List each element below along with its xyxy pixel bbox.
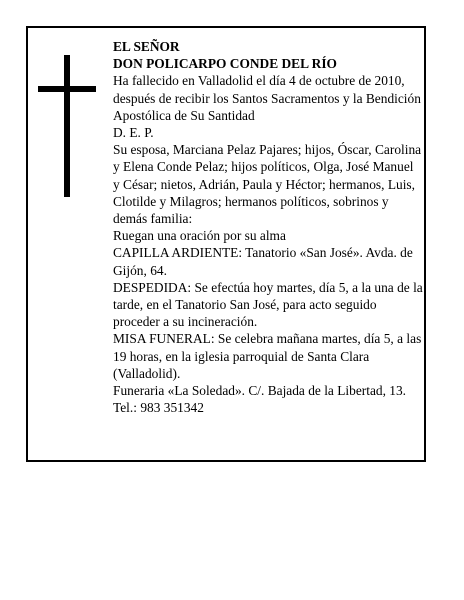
cross-horizontal-bar xyxy=(38,86,96,92)
cross-vertical-bar xyxy=(64,55,70,197)
family-list: Su esposa, Marciana Pelaz Pajares; hijos, Óscar, Carolina y Elena Conde Pelaz; hijos políticos, Olga, José Manuel y César; nietos, Adrián, Paula y Héctor; hermanos, Luis, Clotilde y Milagros; hermanos políticos, sobrinos y demás familia: xyxy=(113,142,422,227)
funeral-home-info: Funeraria «La Soledad». C/. Bajada de la Libertad, 13. Tel.: 983 351342 xyxy=(113,383,407,416)
farewell-info: DESPEDIDA: Se efectúa hoy martes, día 5, a la una de la tarde, en el Tanatorio San José, para acto seguido proceder a su incineración. xyxy=(113,279,423,330)
chapel-info: CAPILLA ARDIENTE: Tanatorio «San José». Avda. de Gijón, 64. xyxy=(113,245,413,278)
death-announcement: Ha fallecido en Valladolid el día 4 de octubre de 2010, después de recibir los Santos Sacramentos y la Bendición Apostólica de Su Santidad xyxy=(113,73,421,123)
prayer-request: Ruegan una oración por su alma xyxy=(113,228,286,244)
cross-icon xyxy=(38,55,96,197)
rest-in-peace: D. E. P. xyxy=(113,125,154,141)
obituary-text xyxy=(113,38,423,416)
notice-title: EL SEÑOR xyxy=(113,39,180,54)
deceased-name: DON POLICARPO CONDE DEL RÍO xyxy=(113,56,337,72)
funeral-mass-info: MISA FUNERAL: Se celebra mañana martes, día 5, a las 19 horas, en la iglesia parroquial de Santa Clara (Valladolid). xyxy=(113,331,422,381)
